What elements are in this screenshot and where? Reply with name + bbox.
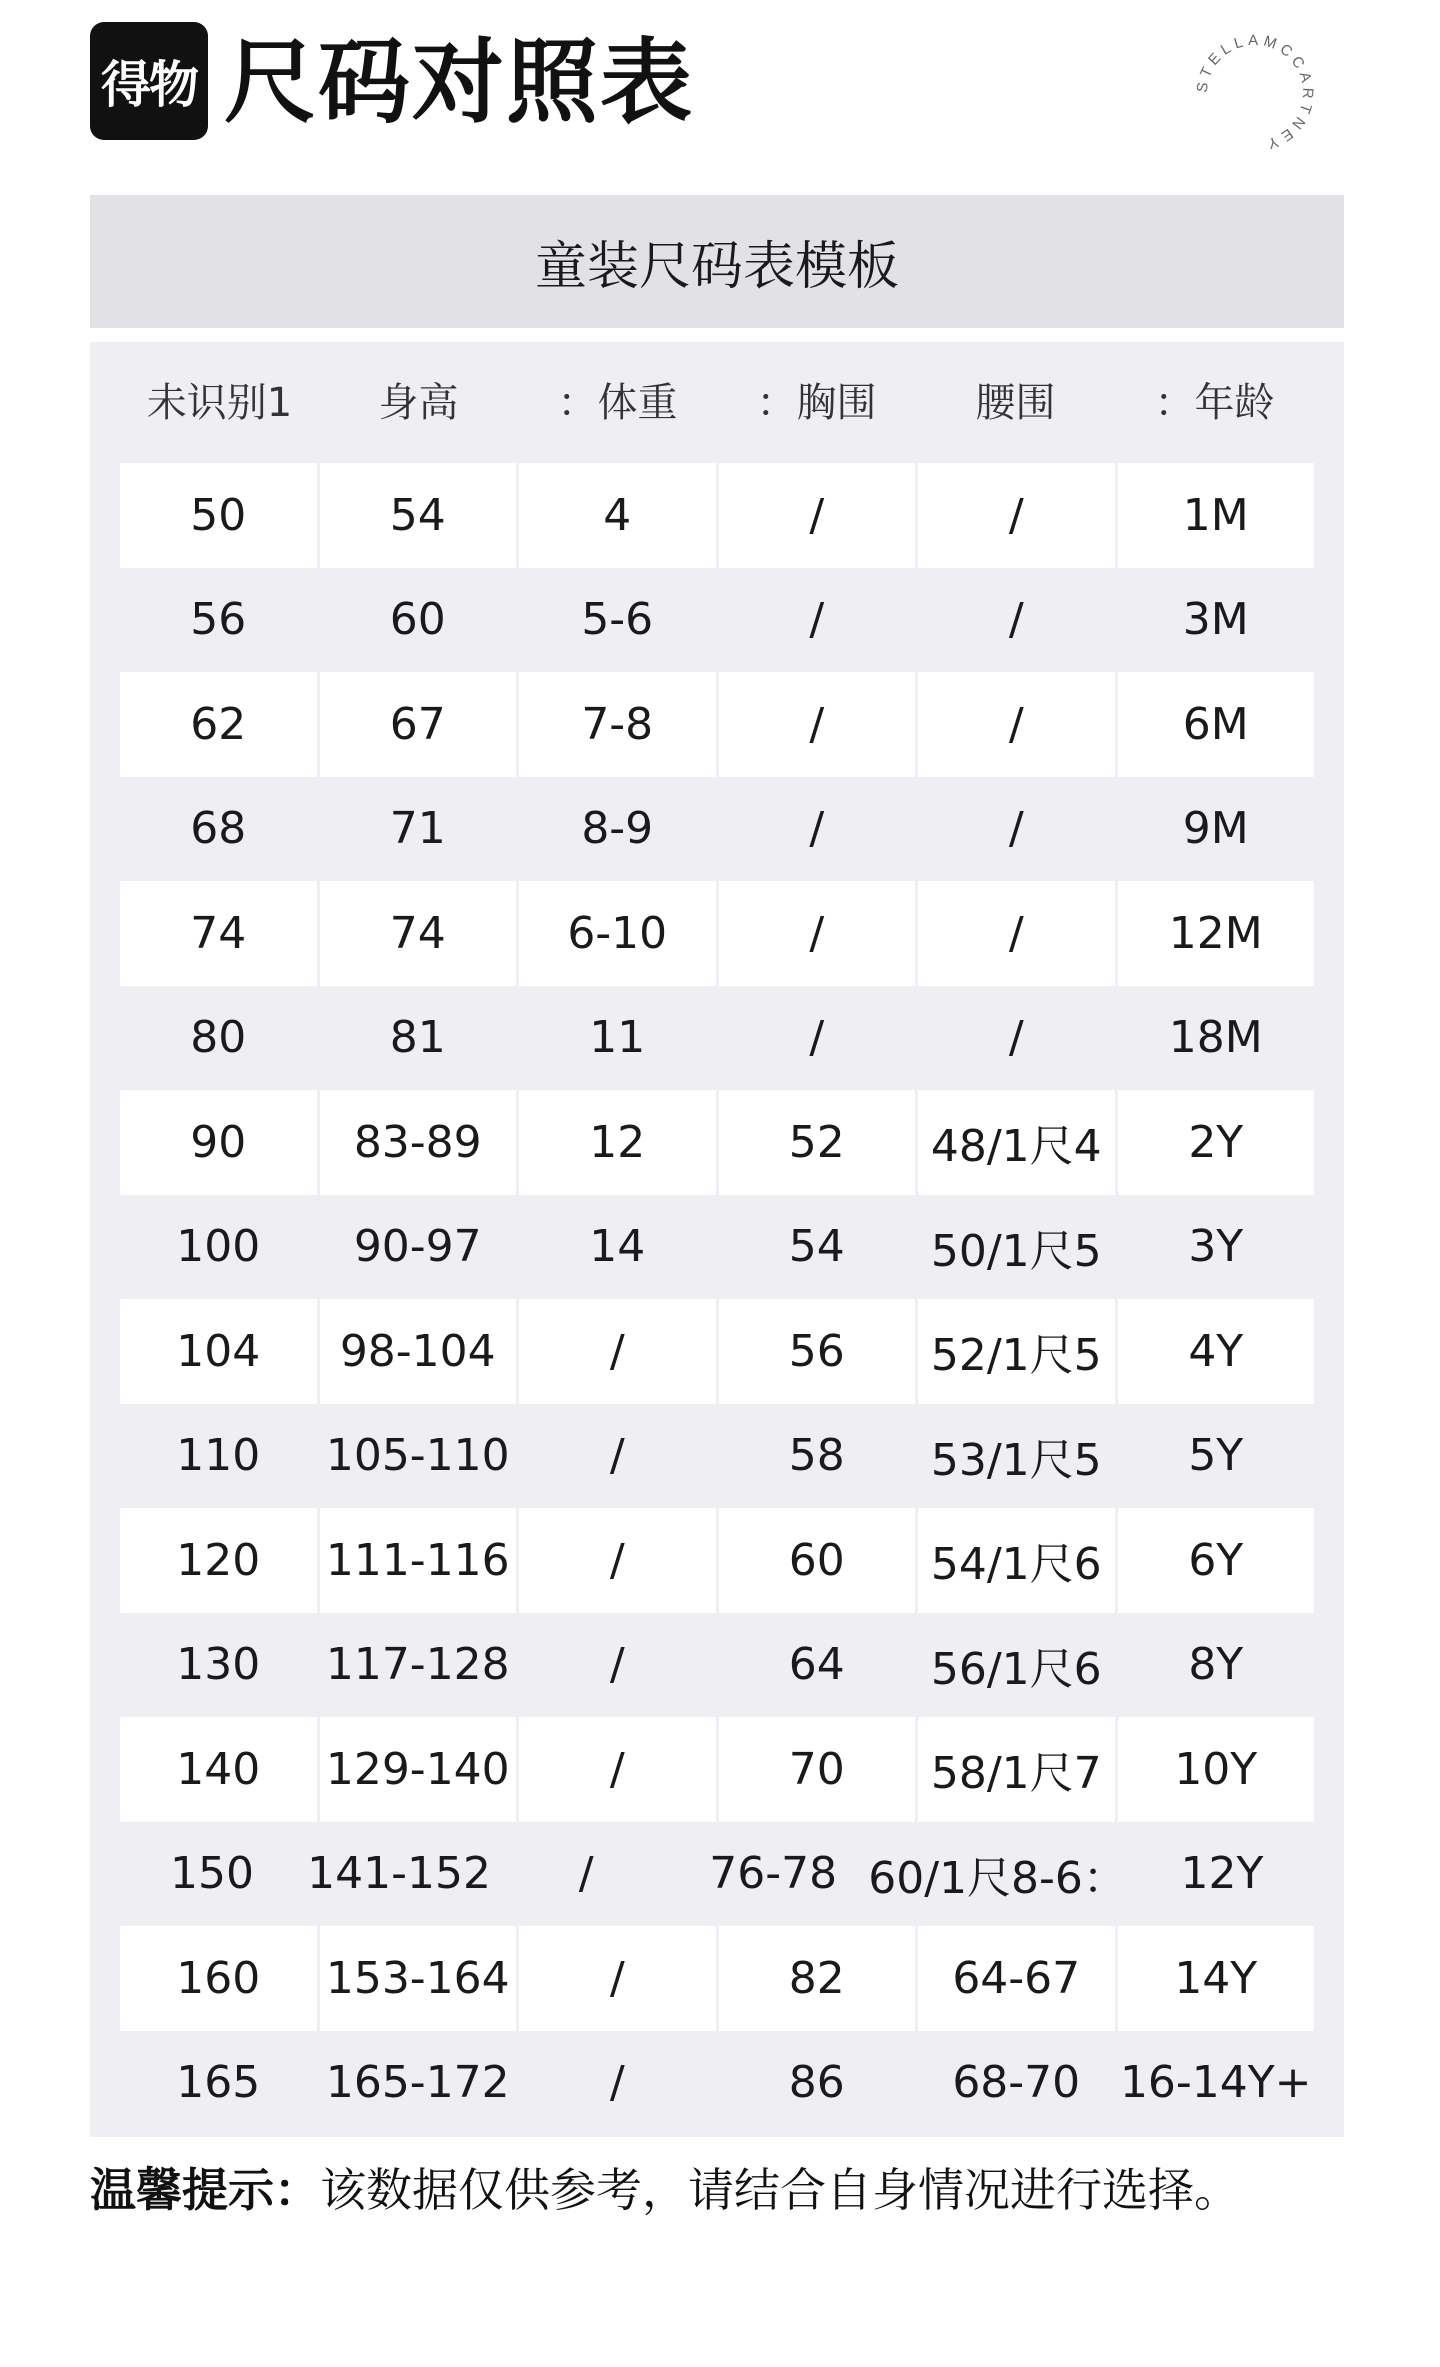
table-cell: 3Y [1188,1221,1244,1273]
table-title: 童装尺码表模板 [90,195,1344,342]
table-cell: / [578,1848,594,1900]
table-row [120,1822,1314,1927]
table-cell: / [519,1926,716,2031]
table-row [120,1404,1314,1509]
table-cell: 86 [788,2057,845,2109]
table-cell: 90 [120,1090,317,1195]
table-cell: 48/1尺4 [918,1090,1115,1195]
table-cell: 74 [120,881,317,986]
table-cell: 140 [120,1717,317,1822]
table-row [120,777,1314,882]
table-cell: / [1008,594,1024,646]
table-cell: 90-97 [353,1221,482,1273]
table-row [120,1926,1314,2031]
table-cell: / [609,2057,625,2109]
table-cell: / [1008,1012,1024,1064]
table-cell: 71 [389,803,446,855]
table-cell: 12Y [1180,1848,1264,1900]
table-cell: 52 [719,1090,916,1195]
table-cell: 50/1尺5 [930,1225,1102,1277]
table-row [120,1717,1314,1822]
table-cell: 56 [719,1299,916,1404]
table-cell: 120 [120,1508,317,1613]
table-cell: 10Y [1118,1717,1315,1822]
table-cell: / [719,672,916,777]
table-cell: 153-164 [320,1926,517,2031]
table-cell: 14 [589,1221,646,1273]
table-cell: 82 [719,1926,916,2031]
table-cell: / [809,594,825,646]
table-cell: 67 [320,672,517,777]
brand-seal-logo [1190,28,1320,158]
table-cell: 5-6 [581,594,654,646]
table-cell: 52/1尺5 [918,1299,1115,1404]
tip-text: 该数据仅供参考，请结合自身情况进行选择。 [320,2163,1240,2217]
table-cell: / [918,672,1115,777]
table-cell: / [1008,803,1024,855]
table-cell: 18M [1168,1012,1263,1064]
table-cell: 100 [176,1221,261,1273]
table-cell: 3M [1182,594,1249,646]
table-cell: 83-89 [320,1090,517,1195]
table-cell: / [719,463,916,568]
tip-label: 温馨提示： [90,2163,320,2217]
table-cell: / [918,881,1115,986]
table-row [120,1508,1314,1613]
column-header: ：年龄 [1154,380,1275,426]
table-cell: 130 [176,1639,261,1691]
table-cell: / [809,803,825,855]
table-cell: 53/1尺5 [930,1434,1102,1486]
table-cell: 6-10 [519,881,716,986]
table-cell: 98-104 [320,1299,517,1404]
table-cell: 16-14Y+ [1119,2057,1312,2109]
column-header: 身高 [378,380,459,426]
table-cell: 12 [519,1090,716,1195]
table-cell: 8Y [1188,1639,1244,1691]
page-header [90,22,1350,152]
table-cell: 2Y [1118,1090,1315,1195]
table-cell: / [519,1717,716,1822]
table-cell: 81 [389,1012,446,1064]
table-cell: 56/1尺6 [930,1643,1102,1695]
table-cell: 105-110 [325,1430,510,1482]
table-cell: 4 [519,463,716,568]
table-cell: 8-9 [581,803,654,855]
table-cell: 70 [719,1717,916,1822]
table-cell: 60 [389,594,446,646]
column-header: ：体重 [557,380,678,426]
table-row [120,986,1314,1091]
table-cell: 1M [1118,463,1315,568]
table-cell: 6M [1118,672,1315,777]
table-row [120,1613,1314,1718]
table-cell: 110 [176,1430,261,1482]
table-cell: 60/1尺8-6： [868,1852,1127,1904]
table-row [120,1195,1314,1300]
table-cell: 64 [788,1639,845,1691]
table-cell: 12M [1118,881,1315,986]
table-cell: 54/1尺6 [918,1508,1115,1613]
table-cell: 150 [170,1848,255,1900]
table-header-row [120,342,1314,457]
table-cell: 58 [788,1430,845,1482]
table-cell: 54 [788,1221,845,1273]
table-cell: 6Y [1118,1508,1315,1613]
table-cell: 117-128 [325,1639,510,1691]
table-row [120,881,1314,986]
table-cell: / [609,1430,625,1482]
table-cell: 62 [120,672,317,777]
column-header: 未识别1 [146,380,293,426]
size-table [90,195,1344,2137]
table-body [120,463,1314,2135]
column-header: ：胸围 [756,380,877,426]
table-cell: / [719,881,916,986]
table-cell: / [609,1639,625,1691]
table-cell: 58/1尺7 [918,1717,1115,1822]
table-cell: 80 [190,1012,247,1064]
table-cell: 129-140 [320,1717,517,1822]
table-cell: 9M [1182,803,1249,855]
table-cell: 165 [176,2057,261,2109]
table-cell: 11 [589,1012,646,1064]
table-cell: 4Y [1118,1299,1315,1404]
table-cell: 104 [120,1299,317,1404]
table-cell: 68 [190,803,247,855]
table-row [120,2031,1314,2136]
table-cell: 7-8 [519,672,716,777]
table-cell: 60 [719,1508,916,1613]
table-row [120,1299,1314,1404]
tip-note [90,2150,1350,2230]
table-row [120,568,1314,673]
table-row [120,463,1314,568]
table-cell: 76-78 [709,1848,838,1900]
svg-text:STELLAMCCARTNEY: STELLAMCCARTNEY [1193,31,1317,154]
table-row [120,1090,1314,1195]
table-cell: / [918,463,1115,568]
page-title: 尺码对照表 [224,29,695,136]
table-cell: 68-70 [952,2057,1081,2109]
table-cell: 56 [190,594,247,646]
table-cell: / [519,1299,716,1404]
table-cell: 74 [320,881,517,986]
table-row [120,672,1314,777]
table-cell: 50 [120,463,317,568]
table-cell: / [809,1012,825,1064]
table-cell: 111-116 [320,1508,517,1613]
table-cell: 160 [120,1926,317,2031]
table-cell: / [519,1508,716,1613]
table-cell: 64-67 [918,1926,1115,2031]
column-header: 腰围 [975,380,1056,426]
table-cell: 5Y [1188,1430,1244,1482]
table-cell: 54 [320,463,517,568]
table-cell: 141-152 [307,1848,492,1900]
table-cell: 14Y [1118,1926,1315,2031]
table-cell: 165-172 [325,2057,510,2109]
dewu-logo: 得物 [90,22,208,140]
